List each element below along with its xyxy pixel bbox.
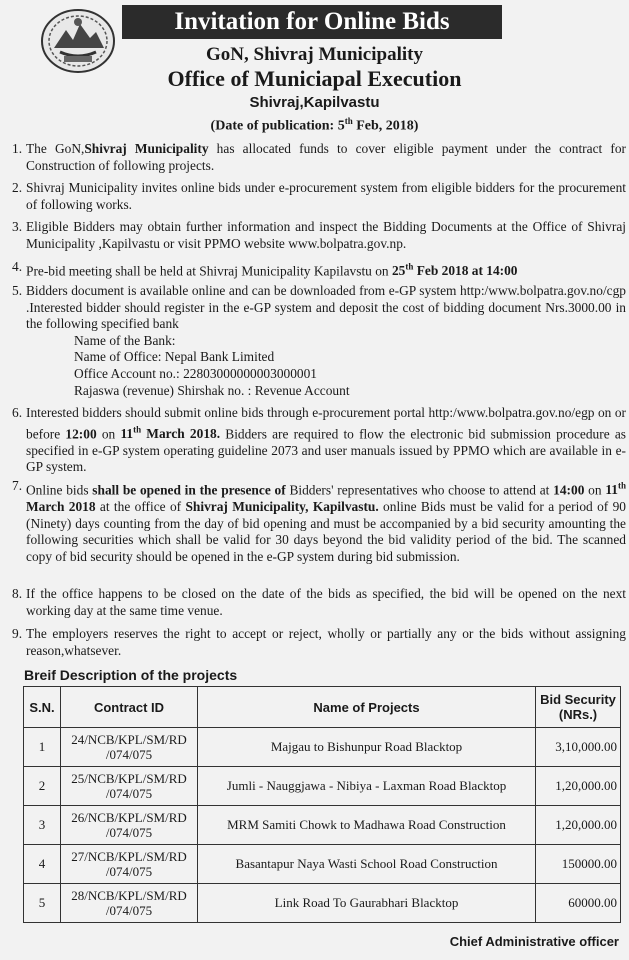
clause-2: 2. Shivraj Municipality invites online bids under e-procurement system from eligible bidders for the procurement of following works. [12, 180, 626, 212]
header-bid-security: Bid Security (NRs.) [536, 687, 621, 728]
cell-bid-security: 1,20,000.00 [536, 767, 621, 806]
table-row [24, 806, 621, 845]
clause-4: 4. Pre-bid meeting shall be held at Shivraj Municipality Kapilavstu on 25th Feb 2018 at 14:00 [12, 259, 518, 279]
page-title: Invitation for Online Bids [122, 5, 502, 39]
cell-contract-id: 28/NCB/KPL/SM/RD /074/075 [61, 884, 198, 923]
cell-project-name: MRM Samiti Chowk to Madhawa Road Construction [198, 806, 536, 845]
clause-8: 8. If the office happens to be closed on the date of the bids as specified, the bid will be opened on the next working day at the same time venue. [12, 586, 626, 618]
table-row [24, 884, 621, 923]
signature: Chief Administrative officer [449, 934, 619, 949]
header-project-name: Name of Projects [198, 687, 536, 728]
header-sn: S.N. [24, 687, 61, 728]
table-row [24, 845, 621, 884]
cell-project-name: Jumli - Nauggjawa - Nibiya - Laxman Road Blacktop [198, 767, 536, 806]
cell-bid-security: 150000.00 [536, 845, 621, 884]
clause-9: 9. The employers reserves the right to accept or reject, wholly or partially any or the bids without assigning reason,whatsever. [12, 626, 626, 658]
bank-line-4: Rajaswa (revenue) Shirshak no. : Revenue Account [74, 382, 350, 398]
table-row [24, 728, 621, 767]
bank-line-2: Name of Office: Nepal Bank Limited [74, 349, 275, 365]
cell-sn: 1 [24, 728, 61, 767]
cell-project-name: Majgau to Bishunpur Road Blacktop [198, 728, 536, 767]
cell-sn: 2 [24, 767, 61, 806]
section-title: Breif Description of the projects [24, 667, 238, 683]
cell-bid-security: 1,20,000.00 [536, 806, 621, 845]
cell-contract-id: 24/NCB/KPL/SM/RD /074/075 [61, 728, 198, 767]
clause-5: 5. Bidders document is available online and can be downloaded from e-GP system http:/www.bolpatra.gov.no/cgp .Interested bidder should register in the e-GP system and deposit the cost of bidding document Nrs.3000.00 in the following specified bank Name of the Bank: Name of Office: Nepal Bank Limited Office Account no.: 22803000000003000001 Rajaswa (revenue) Shirshak no. : Revenue Account [12, 283, 626, 398]
cell-bid-security: 60000.00 [536, 884, 621, 923]
cell-sn: 3 [24, 806, 61, 845]
cell-sn: 5 [24, 884, 61, 923]
projects-table [23, 686, 621, 923]
cell-contract-id: 27/NCB/KPL/SM/RD /074/075 [61, 845, 198, 884]
clause-6: 6. Interested bidders should submit online bids through e-procurement portal http:/www.bolpatra.gov.no/egp on or before 12:00 on 11th March 2018. Bidders are required to flow the electronic bid submission procedure as specified in e-GP system operating guideline 2073 and user manuals issued by PPMO which are available in e-GP system. [12, 405, 626, 475]
header-contract-id: Contract ID [61, 687, 198, 728]
publication-date: (Date of publication: 5th Feb, 2018) [210, 116, 419, 134]
cell-project-name: Link Road To Gaurabhari Blacktop [198, 884, 536, 923]
clause-1: 1. The GoN,Shivraj Municipality has allocated funds to cover eligible payment under the contract for Construction of following projects. [12, 141, 626, 173]
table-row [24, 767, 621, 806]
cell-sn: 4 [24, 845, 61, 884]
cell-contract-id: 25/NCB/KPL/SM/RD /074/075 [61, 767, 198, 806]
clause-3: 3. Eligible Bidders may obtain further information and inspect the Bidding Documents at the Office of Shivraj Municipality ,Kapilvastu or visit PPMO website www.bolpatra.gov.np. [12, 219, 626, 251]
bank-line-3: Office Account no.: 22803000000003000001 [74, 365, 317, 381]
org-line-1: GoN, Shivraj Municipality [206, 44, 423, 65]
cell-project-name: Basantapur Naya Wasti School Road Construction [198, 845, 536, 884]
table-header-row [24, 687, 621, 728]
clause-7: 7. Online bids shall be opened in the presence of Bidders' representatives who choose to attend at 14:00 on 11th March 2018 at the office of Shivraj Municipality, Kapilvastu. online Bids must be valid for a period of 90 (Ninety) days counting from the day of bid opening and must be accompanied by a bid security amounting the following securities which shall be valid for 30 days beyond the bid validity period of the bid. The scanned copy of bid security should be opened in the e-GP system during bid submission. [12, 478, 626, 564]
bank-line-1: Name of the Bank: [74, 332, 176, 348]
cell-contract-id: 26/NCB/KPL/SM/RD /074/075 [61, 806, 198, 845]
cell-bid-security: 3,10,000.00 [536, 728, 621, 767]
org-line-2: Office of Municiapal Execution [167, 66, 462, 91]
org-line-3: Shivraj,Kapilvastu [249, 94, 380, 111]
